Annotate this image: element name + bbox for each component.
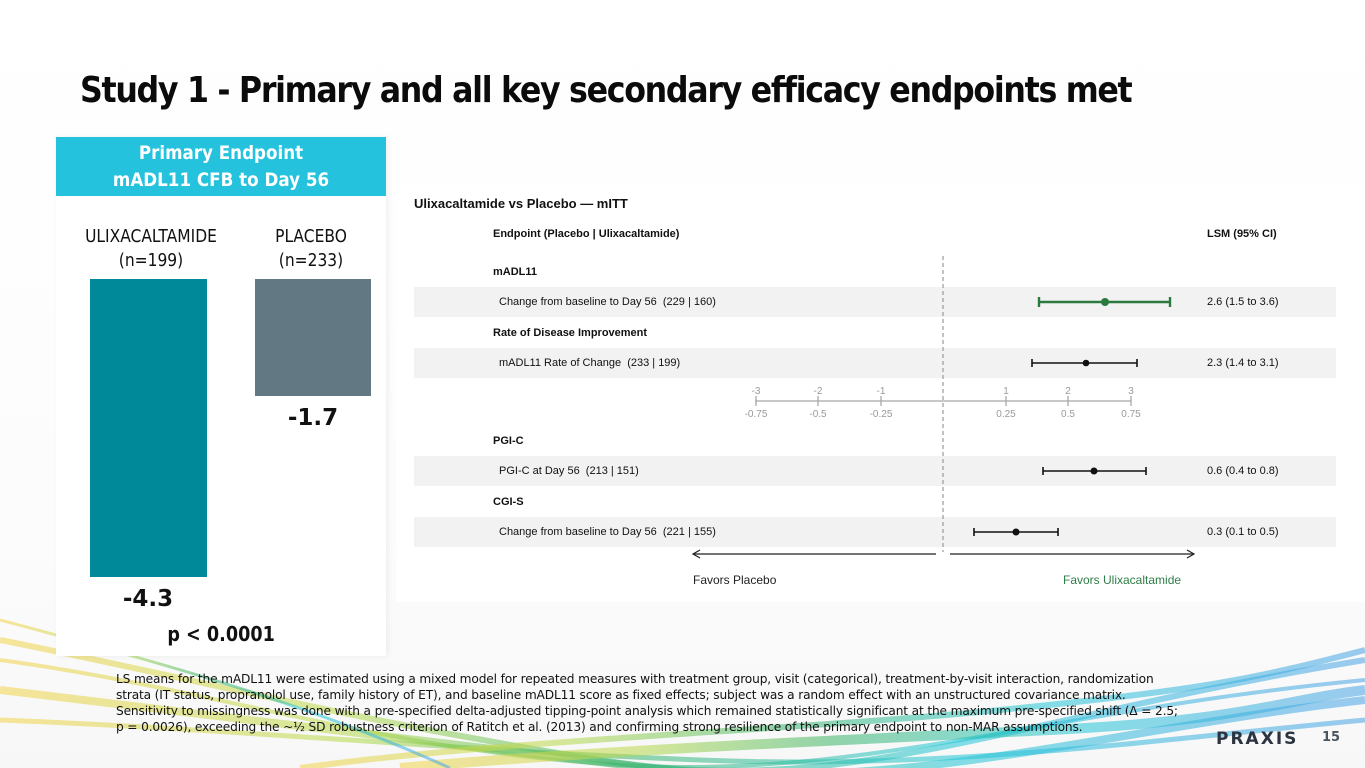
bar-ulixacaltamide [90,279,207,577]
svg-text:-0.25: -0.25 [869,409,893,420]
forest-title: Ulixacaltamide vs Placebo — mITT [414,196,628,211]
bar-placebo [255,279,371,396]
ci-row-4 [974,528,1058,536]
primary-endpoint-header [56,137,386,196]
header-line-2: mADL11 CFB to Day 56 [112,169,330,191]
p-value: p < 0.0001 [167,622,275,646]
arm-label-placebo: PLACEBO (n=233) [275,226,347,271]
svg-text:-0.75: -0.75 [744,409,768,420]
favors-ulixacaltamide-label: Favors Ulixacaltamide [1063,573,1182,587]
svg-text:-3: -3 [751,386,761,397]
primary-endpoint-card [56,137,386,656]
ci-row-1 [1039,297,1170,307]
column-header-lsm: LSM (95% CI) [1207,228,1277,240]
praxis-logo: PRAXIS [1216,729,1299,749]
svg-text:0.5: 0.5 [1061,409,1075,420]
value-placebo: -1.7 [287,405,339,431]
svg-text:-0.5: -0.5 [809,409,827,420]
forest-row: PGI-C at Day 56 (213 | 151) 0.6 (0.4 to 0.8) [414,456,1336,486]
forest-row: mADL11 Rate of Change (233 | 199) 2.3 (1.4 to 3.1) [414,348,1336,378]
svg-text:2: 2 [1065,386,1071,397]
group-label-pgic: PGI-C [493,435,524,447]
arm-label-ulixacaltamide: ULIXACALTAMIDE (n=199) [85,226,217,271]
ci-row-2 [1032,359,1137,367]
header-line-1: Primary Endpoint [138,142,304,164]
group-label-cgis: CGI-S [493,496,524,508]
forest-row: Change from baseline to Day 56 (221 | 155) 0.3 (0.1 to 0.5) [414,517,1336,547]
forest-row: Change from baseline to Day 56 (229 | 160) 2.6 (1.5 to 3.6) [414,287,1336,317]
svg-text:1: 1 [1003,386,1009,397]
svg-text:3: 3 [1128,386,1134,397]
svg-text:0.75: 0.75 [1121,409,1141,420]
forest-plot-graphics [396,182,1365,602]
footnote: LS means for the mADL11 were estimated using a mixed model for repeated measures with treatment group, visit (categorical), treatment-by-visit interaction, randomization strata (IT status, propranolol use, family history of ET), and baseline mADL11 score as fixed effects; subject was a random effect with an unstructured covariance matrix. Sensitivity to missingness was done with a pre-specified delta-adjusted tipping-point analysis which remained statistically significant at the maximum pre-specified shift (Δ = 2.5; p = 0.0026), exceeding the ~½ SD robustness criterion of Ratitch et al. (2013) and confirming strong resilience of the primary endpoint to non-MAR assumptions. [116,672,1178,734]
forest-plot [396,182,1365,602]
page-number: 15 [1322,730,1341,745]
column-header-endpoint: Endpoint (Placebo | Ulixacaltamide) [493,228,680,240]
group-label-madl11: mADL11 [493,266,538,278]
svg-text:-2: -2 [813,386,823,397]
svg-text:-1: -1 [876,386,886,397]
value-ulixacaltamide: -4.3 [122,586,174,612]
slide-title: Study 1 - Primary and all key secondary efficacy endpoints met [80,70,1132,111]
group-label-rate: Rate of Disease Improvement [493,327,648,339]
svg-text:0.25: 0.25 [996,409,1016,420]
favors-placebo-label: Favors Placebo [693,573,777,587]
ci-row-3 [1043,467,1146,475]
